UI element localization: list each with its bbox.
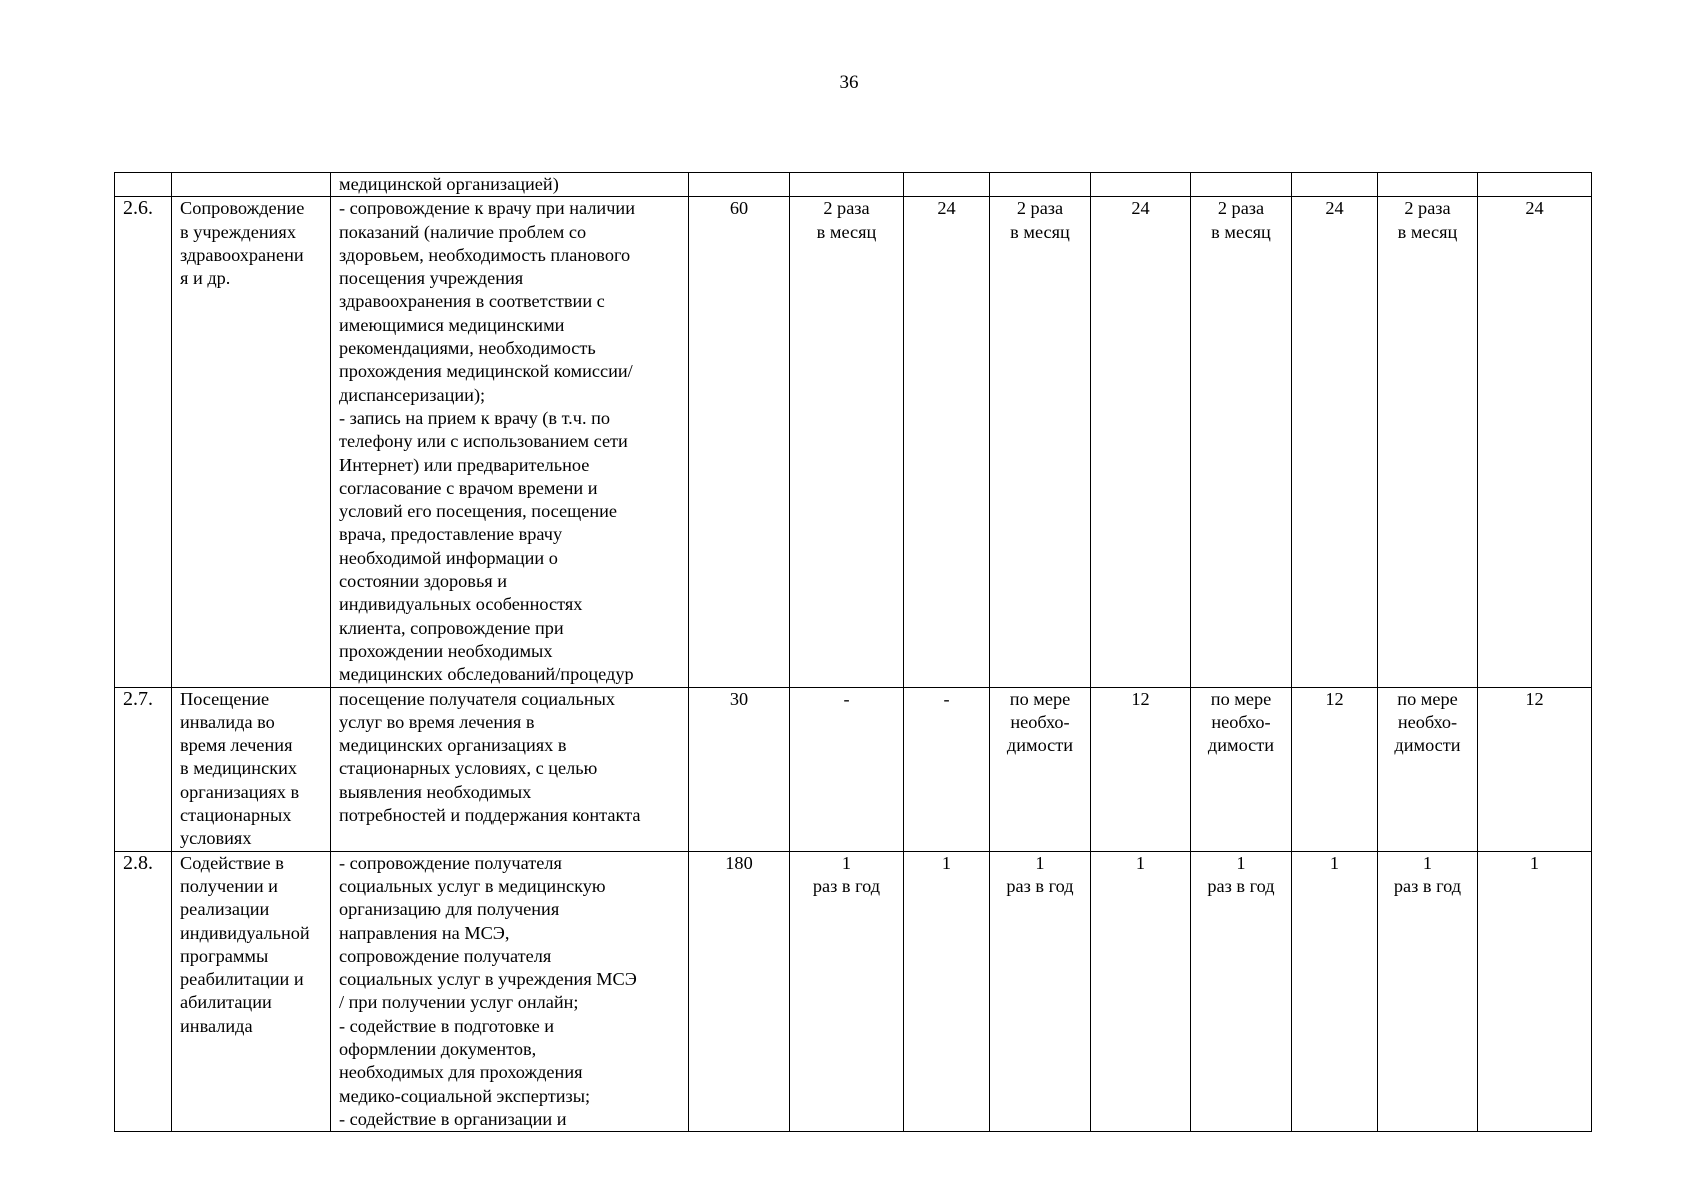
description-line: - сопровождение получателя — [339, 852, 562, 873]
service-name-line: индивидуальной — [180, 922, 310, 943]
table-row — [115, 687, 1592, 851]
services-table — [114, 172, 1592, 1132]
description-line: необходимых для прохождения — [339, 1062, 583, 1083]
count-value: 12 — [1325, 688, 1344, 709]
cell-frequency — [790, 197, 904, 687]
cell-time — [689, 851, 790, 1132]
description-line: врача, предоставление врачу — [339, 524, 563, 545]
description-line: рекомендациями, необходимость — [339, 338, 596, 359]
service-name-line: стационарных — [180, 805, 292, 826]
count-value: 1 — [1529, 852, 1540, 873]
cell-empty — [1478, 173, 1592, 197]
row-number: 2.6. — [123, 197, 153, 220]
description-line: потребностей и поддержания контакта — [339, 805, 641, 826]
cell-frequency — [1378, 197, 1478, 687]
time-value: 60 — [729, 198, 749, 219]
description-line: услуг во время лечения в — [339, 711, 535, 732]
row-number: 2.7. — [123, 687, 153, 710]
cell-frequency — [790, 851, 904, 1132]
service-name-line: организациях в — [180, 781, 300, 802]
frequency-line: 1 — [1236, 852, 1246, 873]
cell-name — [172, 851, 331, 1132]
frequency-line: необхо- — [1211, 711, 1271, 732]
description-line: условий его посещения, посещение — [339, 501, 617, 522]
cell-num — [115, 173, 172, 197]
frequency-line: по мере — [1009, 688, 1071, 709]
service-name-line: Сопровождение — [180, 198, 305, 219]
description-line: стационарных условиях, с целью — [339, 758, 598, 779]
frequency-line: димости — [1207, 735, 1275, 756]
cell-empty — [1091, 173, 1191, 197]
description-line: сопровождение получателя — [339, 945, 552, 966]
count-value: 24 — [1525, 198, 1544, 219]
row-number: 2.8. — [123, 851, 153, 874]
description-line: телефону или с использованием сети — [339, 431, 628, 452]
cell-frequency — [1191, 687, 1292, 851]
cell-description — [331, 173, 689, 197]
service-name-line: абилитации — [180, 992, 272, 1013]
description-line: согласование с врачом времени и — [339, 477, 598, 498]
frequency-line: 2 раза — [1217, 198, 1265, 219]
cell-frequency — [990, 197, 1091, 687]
description-line: показаний (наличие проблем со — [339, 221, 587, 242]
service-name-line: условиях — [180, 828, 252, 849]
cell-time — [689, 687, 790, 851]
service-name-line: время лечения — [180, 735, 293, 756]
page-number: 36 — [839, 72, 859, 93]
cell-count — [904, 851, 990, 1132]
cell-frequency — [990, 687, 1091, 851]
cell-frequency — [1378, 851, 1478, 1132]
description-line: состоянии здоровья и — [339, 571, 508, 592]
frequency-line: димости — [1394, 735, 1461, 756]
frequency-line: 1 — [1422, 852, 1433, 873]
count-value: 1 — [1135, 852, 1146, 873]
frequency-line: раз в год — [1207, 875, 1275, 896]
frequency-line: 2 раза — [1404, 198, 1451, 219]
service-name-line: Посещение — [180, 688, 270, 709]
cell-count — [1292, 197, 1378, 687]
description-line: диспансеризации); — [339, 384, 486, 405]
cell-empty — [1292, 173, 1378, 197]
cell-count — [1292, 851, 1378, 1132]
cell-count — [1478, 197, 1592, 687]
frequency-line: необхо- — [1397, 711, 1458, 732]
cell-name — [172, 173, 331, 197]
count-value: 24 — [1131, 198, 1150, 219]
description-line: посещение получателя социальных — [339, 688, 616, 709]
frequency-line: раз в год — [812, 875, 881, 896]
description-line: имеющимися медицинскими — [339, 314, 565, 335]
cell-count — [1091, 687, 1191, 851]
cell-frequency — [790, 687, 904, 851]
table-row-continuation — [115, 173, 1592, 197]
frequency-line: в месяц — [1010, 221, 1070, 242]
count-value: 1 — [941, 852, 952, 873]
cell-frequency — [1191, 197, 1292, 687]
cell-name — [172, 687, 331, 851]
cell-num — [115, 197, 172, 687]
cell-empty — [689, 173, 790, 197]
description-line: социальных услуг в медицинскую — [339, 875, 606, 896]
service-name-line: программы — [180, 945, 269, 966]
table-row — [115, 851, 1592, 1132]
description-line: медицинских обследований/процедур — [339, 664, 634, 685]
service-name-line: Содействие в — [180, 852, 284, 873]
cell-count — [1091, 851, 1191, 1132]
description-line: - запись на прием к врачу (в т.ч. по — [339, 407, 611, 428]
service-name-line: инвалида — [180, 1015, 253, 1036]
cell-time — [689, 197, 790, 687]
service-name-line: здравоохранени — [180, 244, 304, 265]
description-line: социальных услуг в учреждения МСЭ — [339, 969, 637, 990]
frequency-line: по мере — [1210, 688, 1272, 709]
frequency-line: в месяц — [816, 221, 877, 242]
cell-empty — [904, 173, 990, 197]
frequency-line: в месяц — [1397, 221, 1458, 242]
count-value: 1 — [1329, 852, 1340, 873]
cell-count — [1478, 851, 1592, 1132]
description-line: оформлении документов, — [339, 1038, 537, 1059]
service-name-line: реализации — [180, 899, 270, 920]
description-line: медико-социальной экспертизы; — [339, 1085, 591, 1106]
description-line: - сопровождение к врачу при наличии — [339, 198, 635, 219]
cell-num — [115, 687, 172, 851]
cell-name — [172, 197, 331, 687]
cell-count — [1091, 197, 1191, 687]
table-row — [115, 197, 1592, 687]
frequency-line: по мере — [1397, 688, 1458, 709]
service-name-line: получении и — [180, 875, 278, 896]
frequency-line: - — [843, 688, 850, 709]
description-line: медицинской организацией) — [339, 174, 559, 194]
description-line: Интернет) или предварительное — [339, 454, 590, 475]
frequency-line: 1 — [841, 852, 852, 873]
cell-num — [115, 851, 172, 1132]
description-line: клиента, сопровождение при — [339, 617, 564, 638]
description-line: выявления необходимых — [339, 781, 532, 802]
description-line: медицинских организациях в — [339, 735, 567, 756]
cell-description — [331, 687, 689, 851]
frequency-line: раз в год — [1006, 875, 1074, 896]
description-line: организацию для получения — [339, 899, 560, 920]
time-value: 180 — [725, 852, 753, 873]
frequency-line: 2 раза — [1016, 198, 1064, 219]
count-value: 24 — [1325, 198, 1344, 219]
cell-frequency — [1191, 851, 1292, 1132]
description-line: - содействие в подготовке и — [339, 1015, 555, 1036]
cell-empty — [990, 173, 1091, 197]
frequency-line: раз в год — [1393, 875, 1462, 896]
description-line: / при получении услуг онлайн; — [339, 992, 579, 1013]
time-value: 30 — [729, 688, 749, 709]
description-line: посещения учреждения — [339, 268, 524, 289]
cell-frequency — [1378, 687, 1478, 851]
count-value: 12 — [1131, 688, 1150, 709]
frequency-line: 1 — [1035, 852, 1045, 873]
count-value: 24 — [937, 198, 956, 219]
frequency-line: димости — [1006, 735, 1074, 756]
description-line: - содействие в организации и — [339, 1108, 567, 1129]
cell-count — [1478, 687, 1592, 851]
frequency-line: 2 раза — [823, 198, 870, 219]
service-name-line: я и др. — [180, 268, 231, 289]
cell-empty — [1191, 173, 1292, 197]
cell-count — [904, 687, 990, 851]
cell-empty — [1378, 173, 1478, 197]
service-name-line: инвалида во — [180, 711, 275, 732]
service-name-line: реабилитации и — [180, 969, 304, 990]
cell-empty — [790, 173, 904, 197]
description-line: здравоохранения в соответствии с — [339, 291, 605, 312]
count-value: 12 — [1525, 688, 1544, 709]
cell-count — [904, 197, 990, 687]
description-line: прохождении необходимых — [339, 640, 553, 661]
description-line: здоровьем, необходимость планового — [339, 244, 631, 265]
service-name-line: в учреждениях — [180, 221, 296, 242]
count-value: - — [943, 688, 950, 709]
service-name-line: в медицинских — [180, 758, 297, 779]
cell-count — [1292, 687, 1378, 851]
cell-frequency — [990, 851, 1091, 1132]
frequency-line: необхо- — [1010, 711, 1070, 732]
cell-description — [331, 197, 689, 687]
cell-description — [331, 851, 689, 1132]
description-line: индивидуальных особенностях — [339, 594, 583, 615]
description-line: направления на МСЭ, — [339, 922, 510, 943]
frequency-line: в месяц — [1211, 221, 1271, 242]
description-line: прохождения медицинской комиссии/ — [339, 361, 633, 382]
description-line: необходимой информации о — [339, 547, 558, 568]
